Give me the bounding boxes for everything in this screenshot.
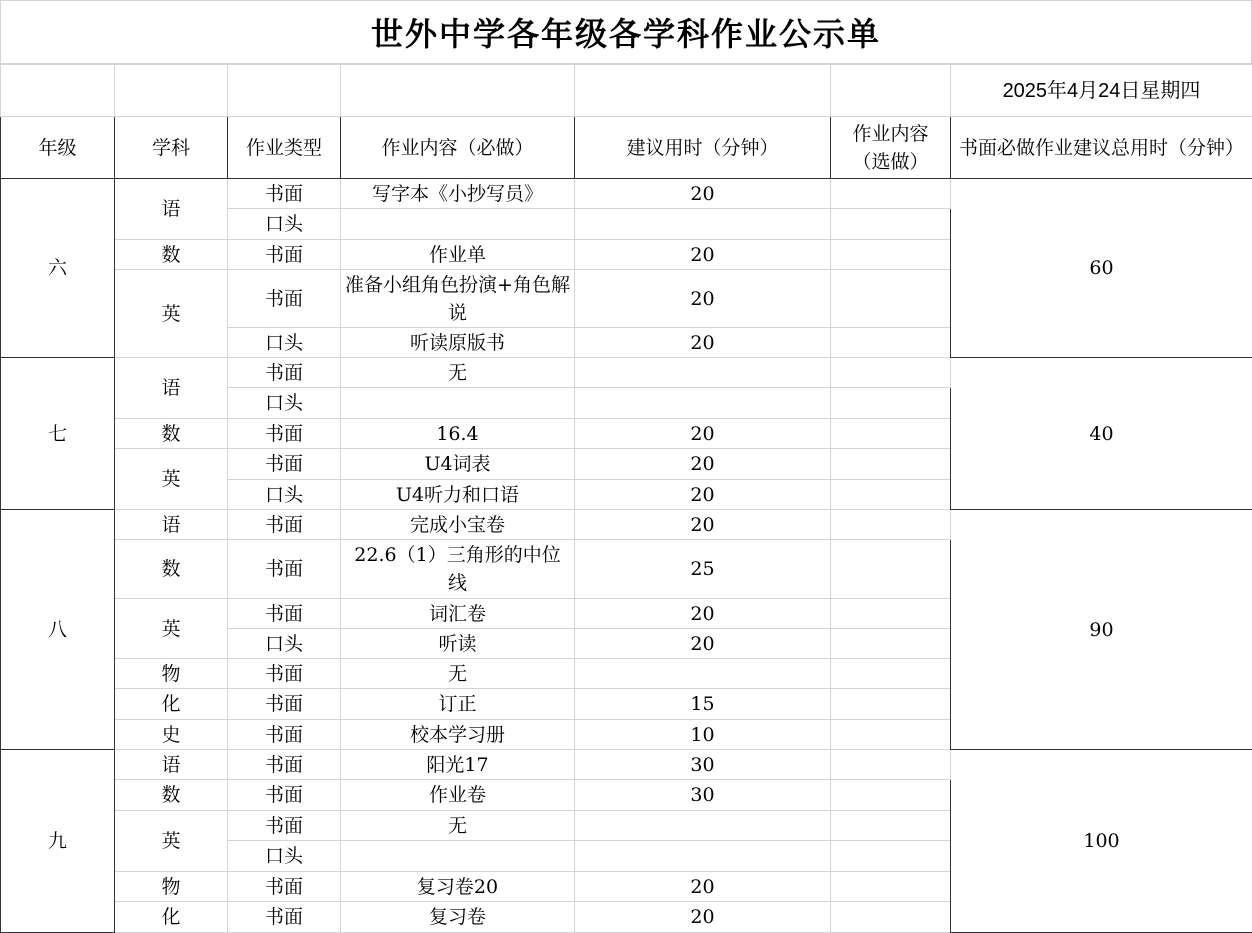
subject-cell: 语 <box>115 510 228 540</box>
subject-cell: 数 <box>115 780 228 811</box>
total-cell: 90 <box>951 510 1252 750</box>
optional-cell <box>831 419 951 449</box>
homework-table <box>0 64 1252 933</box>
total-cell: 40 <box>951 358 1252 510</box>
content-cell: U4词表 <box>341 449 575 480</box>
header-content-optional: 作业内容（选做） <box>831 117 951 179</box>
optional-cell <box>831 209 951 240</box>
subject-cell: 英 <box>115 449 228 510</box>
time-cell: 20 <box>575 179 831 209</box>
content-cell: 听读 <box>341 629 575 659</box>
header-subject: 学科 <box>115 117 228 179</box>
type-cell: 书面 <box>228 358 341 388</box>
content-cell: 写字本《小抄写员》 <box>341 179 575 209</box>
subject-cell: 数 <box>115 240 228 270</box>
date-cell: 2025年4月24日星期四 <box>951 65 1252 117</box>
optional-cell <box>831 540 951 599</box>
blank-cell <box>341 65 575 117</box>
blank-cell <box>831 65 951 117</box>
subject-cell: 语 <box>115 179 228 240</box>
optional-cell <box>831 240 951 270</box>
content-cell: 无 <box>341 659 575 689</box>
content-cell: 无 <box>341 358 575 388</box>
header-row <box>1 117 1252 179</box>
blank-cell <box>1 65 115 117</box>
type-cell: 书面 <box>228 419 341 449</box>
content-cell: 22.6（1）三角形的中位线 <box>341 540 575 599</box>
time-cell: 20 <box>575 480 831 510</box>
blank-cell <box>228 65 341 117</box>
content-cell <box>341 388 575 419</box>
table-row <box>1 358 1252 388</box>
time-cell: 20 <box>575 449 831 480</box>
table-row <box>1 510 1252 540</box>
optional-cell <box>831 328 951 358</box>
subject-cell: 物 <box>115 659 228 689</box>
total-cell: 100 <box>951 750 1252 933</box>
subject-cell: 语 <box>115 358 228 419</box>
content-cell: 16.4 <box>341 419 575 449</box>
subject-cell: 数 <box>115 540 228 599</box>
subject-cell: 化 <box>115 902 228 933</box>
optional-cell <box>831 270 951 328</box>
content-cell: 订正 <box>341 689 575 720</box>
subject-cell: 化 <box>115 689 228 720</box>
type-cell: 口头 <box>228 841 341 872</box>
type-cell: 书面 <box>228 270 341 328</box>
type-cell: 书面 <box>228 240 341 270</box>
subject-cell: 英 <box>115 270 228 358</box>
blank-cell <box>575 65 831 117</box>
content-cell: 作业单 <box>341 240 575 270</box>
time-cell: 20 <box>575 629 831 659</box>
content-cell: 准备小组角色扮演+角色解说 <box>341 270 575 328</box>
time-cell: 20 <box>575 419 831 449</box>
date-row <box>1 65 1252 117</box>
optional-cell <box>831 629 951 659</box>
subject-cell: 英 <box>115 599 228 659</box>
time-cell <box>575 358 831 388</box>
header-content-required: 作业内容（必做） <box>341 117 575 179</box>
total-cell: 60 <box>951 179 1252 358</box>
type-cell: 口头 <box>228 480 341 510</box>
optional-cell <box>831 841 951 872</box>
type-cell: 书面 <box>228 179 341 209</box>
content-cell: U4听力和口语 <box>341 480 575 510</box>
type-cell: 书面 <box>228 540 341 599</box>
optional-cell <box>831 750 951 780</box>
type-cell: 书面 <box>228 599 341 629</box>
subject-cell: 数 <box>115 419 228 449</box>
table-row <box>1 750 1252 780</box>
time-cell: 25 <box>575 540 831 599</box>
grade-cell: 九 <box>1 750 115 933</box>
content-cell <box>341 841 575 872</box>
time-cell: 30 <box>575 780 831 811</box>
optional-cell <box>831 599 951 629</box>
content-cell: 作业卷 <box>341 780 575 811</box>
header-time: 建议用时（分钟） <box>575 117 831 179</box>
subject-cell: 物 <box>115 872 228 902</box>
content-cell <box>341 209 575 240</box>
type-cell: 口头 <box>228 388 341 419</box>
type-cell: 书面 <box>228 720 341 750</box>
subject-cell: 英 <box>115 811 228 872</box>
type-cell: 书面 <box>228 449 341 480</box>
type-cell: 书面 <box>228 811 341 841</box>
optional-cell <box>831 358 951 388</box>
header-type: 作业类型 <box>228 117 341 179</box>
optional-cell <box>831 510 951 540</box>
optional-cell <box>831 902 951 933</box>
content-cell: 听读原版书 <box>341 328 575 358</box>
time-cell <box>575 388 831 419</box>
type-cell: 书面 <box>228 659 341 689</box>
optional-cell <box>831 872 951 902</box>
grade-cell: 七 <box>1 358 115 510</box>
time-cell: 15 <box>575 689 831 720</box>
type-cell: 口头 <box>228 209 341 240</box>
page-title: 世外中学各年级各学科作业公示单 <box>0 0 1252 64</box>
type-cell: 书面 <box>228 750 341 780</box>
optional-cell <box>831 811 951 841</box>
time-cell: 20 <box>575 270 831 328</box>
optional-cell <box>831 780 951 811</box>
type-cell: 书面 <box>228 510 341 540</box>
type-cell: 口头 <box>228 629 341 659</box>
type-cell: 书面 <box>228 902 341 933</box>
time-cell: 30 <box>575 750 831 780</box>
subject-cell: 史 <box>115 720 228 750</box>
content-cell: 词汇卷 <box>341 599 575 629</box>
content-cell: 无 <box>341 811 575 841</box>
type-cell: 书面 <box>228 780 341 811</box>
grade-cell: 八 <box>1 510 115 750</box>
subject-cell: 语 <box>115 750 228 780</box>
time-cell <box>575 209 831 240</box>
optional-cell <box>831 689 951 720</box>
content-cell: 复习卷20 <box>341 872 575 902</box>
type-cell: 书面 <box>228 872 341 902</box>
optional-cell <box>831 388 951 419</box>
time-cell: 20 <box>575 902 831 933</box>
time-cell: 20 <box>575 510 831 540</box>
optional-cell <box>831 720 951 750</box>
type-cell: 口头 <box>228 328 341 358</box>
header-grade: 年级 <box>1 117 115 179</box>
time-cell: 20 <box>575 872 831 902</box>
optional-cell <box>831 179 951 209</box>
optional-cell <box>831 449 951 480</box>
time-cell: 10 <box>575 720 831 750</box>
time-cell <box>575 659 831 689</box>
type-cell: 书面 <box>228 689 341 720</box>
time-cell <box>575 811 831 841</box>
optional-cell <box>831 480 951 510</box>
header-total: 书面必做作业建议总用时（分钟） <box>951 117 1252 179</box>
content-cell: 复习卷 <box>341 902 575 933</box>
content-cell: 完成小宝卷 <box>341 510 575 540</box>
content-cell: 校本学习册 <box>341 720 575 750</box>
grade-cell: 六 <box>1 179 115 358</box>
time-cell: 20 <box>575 328 831 358</box>
time-cell: 20 <box>575 240 831 270</box>
blank-cell <box>115 65 228 117</box>
content-cell: 阳光17 <box>341 750 575 780</box>
optional-cell <box>831 659 951 689</box>
time-cell <box>575 841 831 872</box>
table-row <box>1 179 1252 209</box>
time-cell: 20 <box>575 599 831 629</box>
